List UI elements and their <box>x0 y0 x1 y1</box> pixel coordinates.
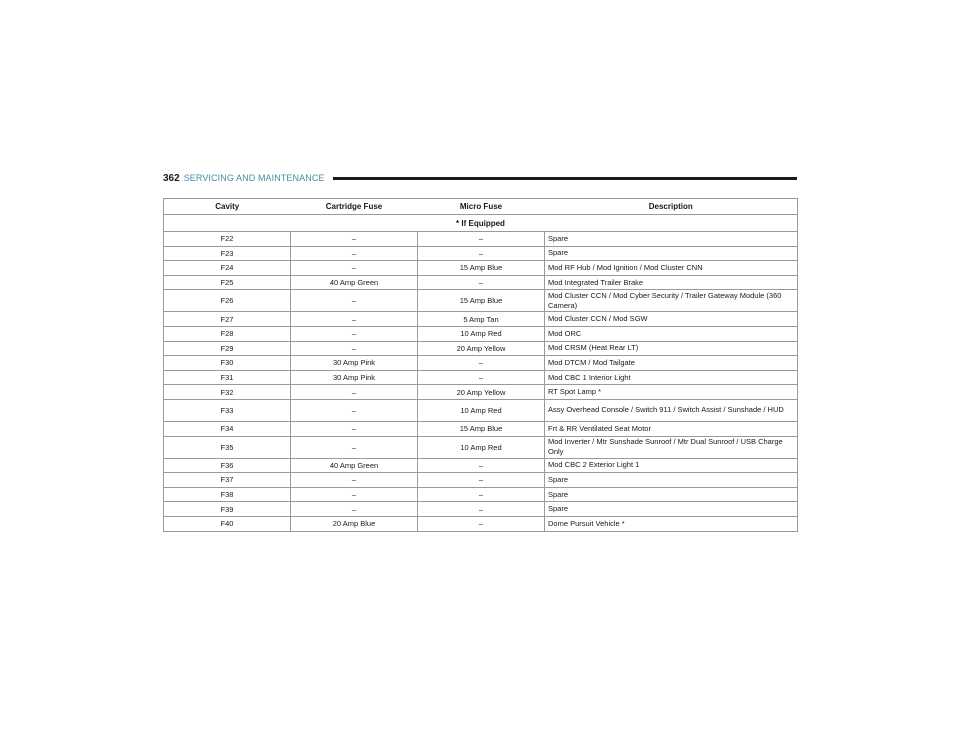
cell-cavity: F31 <box>164 370 291 385</box>
cell-cavity: F28 <box>164 326 291 341</box>
table-row <box>164 290 798 312</box>
cell-micro-fuse: – <box>418 246 545 261</box>
table-row <box>164 312 798 327</box>
column-header-cavity: Cavity <box>164 199 291 215</box>
cell-cartridge-fuse: – <box>291 487 418 502</box>
table-row <box>164 341 798 356</box>
cell-cartridge-fuse: – <box>291 341 418 356</box>
cell-cartridge-fuse: 30 Amp Pink <box>291 370 418 385</box>
table-row <box>164 458 798 473</box>
cell-micro-fuse: – <box>418 232 545 247</box>
cell-description: RT Spot Lamp * <box>545 385 798 400</box>
cell-cavity: F34 <box>164 421 291 436</box>
cell-cavity: F40 <box>164 516 291 531</box>
table-row <box>164 385 798 400</box>
cell-micro-fuse: – <box>418 502 545 517</box>
cell-description: Assy Overhead Console / Switch 911 / Switch Assist / Sunshade / HUD <box>545 399 798 421</box>
cell-cartridge-fuse: – <box>291 385 418 400</box>
cell-cavity: F22 <box>164 232 291 247</box>
cell-cavity: F36 <box>164 458 291 473</box>
cell-cartridge-fuse: 40 Amp Green <box>291 458 418 473</box>
cell-cartridge-fuse: – <box>291 399 418 421</box>
cell-cartridge-fuse: – <box>291 232 418 247</box>
column-header-micro-fuse: Micro Fuse <box>418 199 545 215</box>
cell-micro-fuse: 15 Amp Blue <box>418 290 545 312</box>
cell-micro-fuse: 15 Amp Blue <box>418 261 545 276</box>
cell-description: Dome Pursuit Vehicle * <box>545 516 798 531</box>
table-row <box>164 516 798 531</box>
if-equipped-note: * If Equipped <box>164 215 798 232</box>
cell-micro-fuse: 10 Amp Red <box>418 399 545 421</box>
cell-cavity: F29 <box>164 341 291 356</box>
table-row <box>164 261 798 276</box>
cell-cavity: F30 <box>164 356 291 371</box>
cell-cavity: F38 <box>164 487 291 502</box>
cell-description: Spare <box>545 502 798 517</box>
cell-cartridge-fuse: – <box>291 502 418 517</box>
page-header <box>163 170 797 186</box>
cell-description: Mod Integrated Trailer Brake <box>545 275 798 290</box>
table-row <box>164 356 798 371</box>
cell-description: Mod CBC 2 Exterior Light 1 <box>545 458 798 473</box>
cell-micro-fuse: 20 Amp Yellow <box>418 341 545 356</box>
cell-micro-fuse: – <box>418 356 545 371</box>
cell-micro-fuse: 10 Amp Red <box>418 436 545 458</box>
cell-cartridge-fuse: – <box>291 312 418 327</box>
cell-description: Mod RF Hub / Mod Ignition / Mod Cluster CNN <box>545 261 798 276</box>
cell-description: Mod Cluster CCN / Mod Cyber Security / Trailer Gateway Module (360 Camera) <box>545 290 798 312</box>
table-row <box>164 275 798 290</box>
cell-cavity: F24 <box>164 261 291 276</box>
cell-cartridge-fuse: – <box>291 290 418 312</box>
cell-cartridge-fuse: 30 Amp Pink <box>291 356 418 371</box>
page-number: 362 <box>163 172 180 184</box>
cell-description: Spare <box>545 487 798 502</box>
cell-cartridge-fuse: – <box>291 421 418 436</box>
cell-cavity: F33 <box>164 399 291 421</box>
table-header-row <box>164 199 798 215</box>
cell-micro-fuse: – <box>418 516 545 531</box>
cell-micro-fuse: – <box>418 370 545 385</box>
table-row <box>164 399 798 421</box>
cell-description: Spare <box>545 232 798 247</box>
column-header-cartridge-fuse: Cartridge Fuse <box>291 199 418 215</box>
cell-micro-fuse: – <box>418 458 545 473</box>
cell-description: Mod CBC 1 Interior Light <box>545 370 798 385</box>
table-row <box>164 232 798 247</box>
table-row <box>164 370 798 385</box>
cell-description: Spare <box>545 246 798 261</box>
cell-description: Mod DTCM / Mod Tailgate <box>545 356 798 371</box>
cell-description: Frt & RR Ventilated Seat Motor <box>545 421 798 436</box>
table-row <box>164 246 798 261</box>
cell-micro-fuse: 10 Amp Red <box>418 326 545 341</box>
table-row <box>164 436 798 458</box>
section-title: SERVICING AND MAINTENANCE <box>183 173 325 183</box>
cell-cavity: F39 <box>164 502 291 517</box>
cell-cartridge-fuse: 20 Amp Blue <box>291 516 418 531</box>
cell-cavity: F26 <box>164 290 291 312</box>
table-body <box>164 215 798 532</box>
header-rule <box>333 177 797 180</box>
table-row <box>164 473 798 488</box>
cell-description: Spare <box>545 473 798 488</box>
cell-cavity: F27 <box>164 312 291 327</box>
cell-cavity: F25 <box>164 275 291 290</box>
cell-cartridge-fuse: – <box>291 246 418 261</box>
cell-cavity: F35 <box>164 436 291 458</box>
cell-micro-fuse: 5 Amp Tan <box>418 312 545 327</box>
table-row <box>164 487 798 502</box>
cell-cartridge-fuse: – <box>291 261 418 276</box>
table-row <box>164 502 798 517</box>
cell-description: Mod Cluster CCN / Mod SGW <box>545 312 798 327</box>
cell-cavity: F23 <box>164 246 291 261</box>
cell-description: Mod Inverter / Mtr Sunshade Sunroof / Mtr Dual Sunroof / USB Charge Only <box>545 436 798 458</box>
cell-cavity: F32 <box>164 385 291 400</box>
table-row <box>164 421 798 436</box>
cell-micro-fuse: 15 Amp Blue <box>418 421 545 436</box>
cell-cartridge-fuse: – <box>291 473 418 488</box>
table-row <box>164 326 798 341</box>
cell-micro-fuse: – <box>418 473 545 488</box>
cell-description: Mod ORC <box>545 326 798 341</box>
cell-cavity: F37 <box>164 473 291 488</box>
cell-description: Mod CRSM (Heat Rear LT) <box>545 341 798 356</box>
cell-micro-fuse: – <box>418 487 545 502</box>
column-header-description: Description <box>545 199 798 215</box>
cell-cartridge-fuse: – <box>291 326 418 341</box>
cell-micro-fuse: 20 Amp Yellow <box>418 385 545 400</box>
cell-cartridge-fuse: 40 Amp Green <box>291 275 418 290</box>
note-row <box>164 215 798 232</box>
cell-micro-fuse: – <box>418 275 545 290</box>
cell-cartridge-fuse: – <box>291 436 418 458</box>
fuse-table <box>163 198 798 532</box>
